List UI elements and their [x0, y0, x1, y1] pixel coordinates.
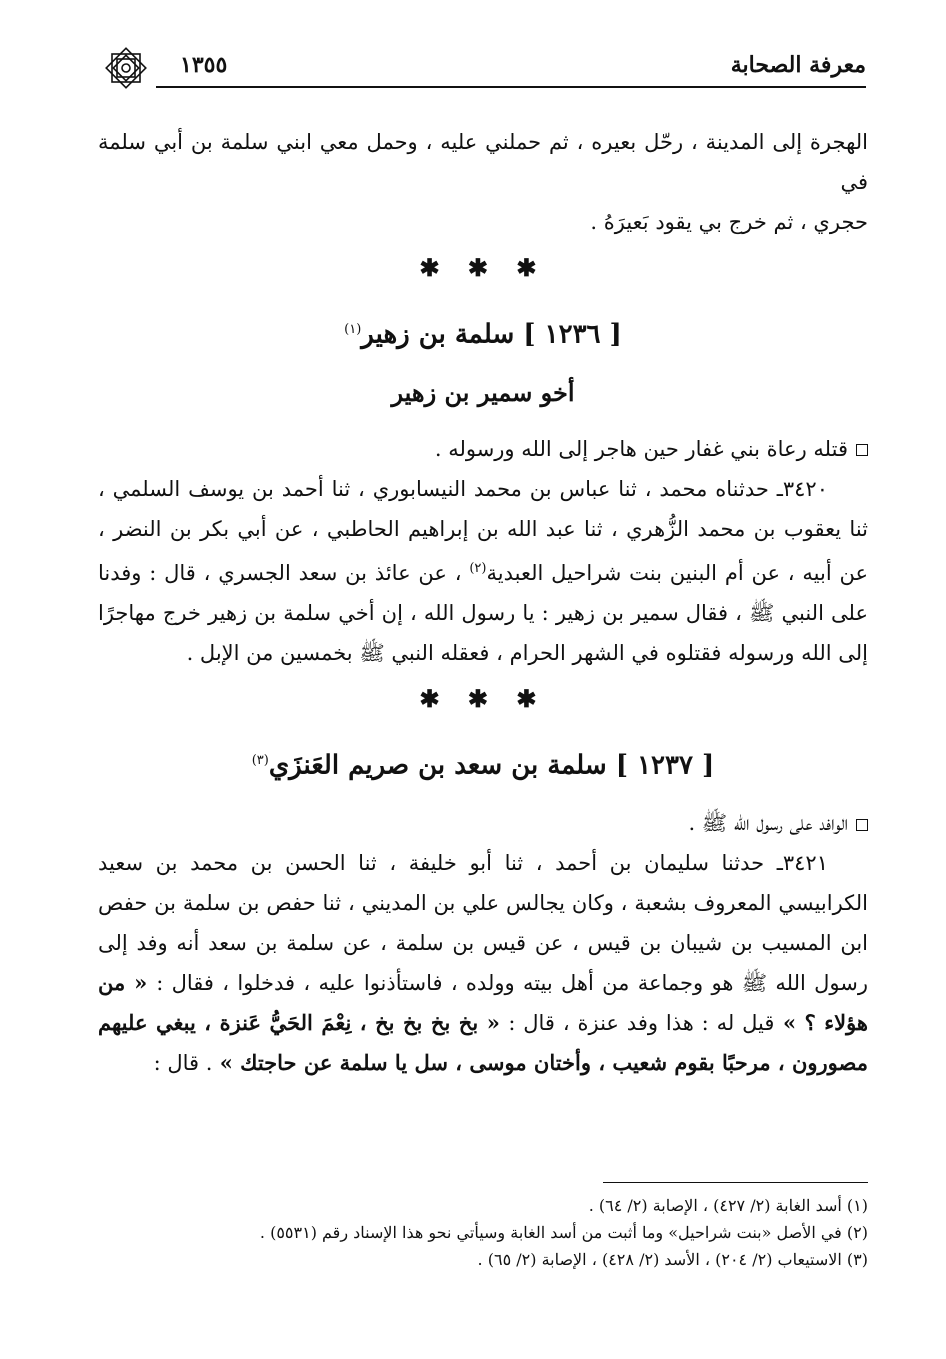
entry-heading-1236	[98, 310, 868, 355]
section-separator: ✱ ✱ ✱	[419, 253, 547, 282]
entry-note	[98, 803, 868, 843]
book-title: معرفة الصحابة	[730, 52, 866, 78]
footnote-1: (١) أسد الغابة (٢/ ٤٢٧) ، الإصابة (٢/ ٦٤) .	[588, 1196, 868, 1215]
entry-subheading: أخو سمير بن زهير	[391, 377, 575, 407]
hadith-text: ٣٤٢٠ـ حدثناه محمد ، ثنا عباس بن محمد النيسابوري ، ثنا أحمد بن يوسف السلمي ، ثنا يعقوب بن محمد الزُّهري ، ثنا عبد الله بن إبراهيم الحاطبي ، عن أبي بكر بن النضر ، عن أبيه ، عن أم البنين بنت شراحيل العبدية	[98, 476, 869, 585]
square-bullet-icon	[856, 819, 868, 831]
entry-heading-1237	[98, 741, 868, 786]
hadith-3421	[98, 843, 868, 1083]
footnote-ref: (٢)	[469, 560, 487, 576]
hadith-text: ٣٤٢١ـ حدثنا سليمان بن أحمد ، ثنا أبو خليفة ، ثنا الحسن بن محمد بن سعيد الكرابيسي المعروف بشعبة ، وكان يجالس علي بن المديني ، ثنا حفص بن سلمة بن حفص ابن المسيب بن شيبان بن قيس ، عن قيس بن سلمة ، عن سلمة بن سعد أنه وفد إلى رسول الله ﷺ هو وجماعة من أهل بيته وولده ، فاستأذنوا عليه ، فدخلوا ، فقال :	[98, 851, 868, 996]
footnote-3: (٣) الاستيعاب (٢/ ٢٠٤) ، الأسد (٢/ ٤٢٨) ، الإصابة (٢/ ٦٥) .	[477, 1250, 868, 1269]
main-text	[98, 122, 868, 1083]
hadith-quote: « من هؤلاء ؟ »	[98, 970, 868, 1036]
entry-note	[98, 429, 868, 469]
hadith-3420	[98, 469, 868, 673]
entry-note-text: الوافد على رسول الله ﷺ .	[688, 811, 848, 836]
header-rule	[156, 86, 866, 88]
hadith-text-cont: ، عن عائذ بن سعد الجسري ، قال : وفدنا على النبي ﷺ ، فقال سمير بن زهير : يا رسول الله ، إن أخي سلمة بن زهير خرج مهاجرًا إلى الله ورسوله فقتلوه في الشهر الحرام ، فعقله النبي ﷺ بخمسين من الإبل .	[98, 560, 868, 665]
page-header	[100, 50, 866, 90]
footnote-ref: (٣)	[251, 752, 269, 768]
hadith-quote: « بخ بخ بخ بخ ، نِعْمَ الحَيُّ عَنزة ، يبغي عليهم مصورون ، مرحبًا بقوم شعيب ، وأختان موسى ، سل يا سلمة عن حاجتك »	[98, 1010, 868, 1076]
footnotes	[98, 1180, 868, 1273]
page-number: ١٣٥٥	[180, 52, 228, 78]
square-bullet-icon	[856, 444, 868, 456]
opening-line-1: الهجرة إلى المدينة ، رحّل بعيره ، ثم حملني عليه ، وحمل معي ابني سلمة بن أبي سلمة في	[98, 130, 868, 194]
star-ornament-icon	[100, 42, 152, 94]
opening-line-2: حجري ، ثم خرج بي يقود بَعيرَهُ .	[590, 210, 868, 234]
footnote-2: (٢) في الأصل «بنت شراحيل» وما أثبت من أسد الغابة وسيأتي نحو هذا الإسناد رقم (٥٥٣١) .	[259, 1223, 868, 1242]
hadith-text-end: . قال :	[153, 1051, 213, 1076]
entry-note-text: قتله رعاة بني غفار حين هاجر إلى الله ورسوله .	[434, 436, 848, 461]
section-separator: ✱ ✱ ✱	[419, 683, 547, 713]
hadith-text-mid: قيل له : هذا وفد عنزة ، قال :	[508, 1011, 775, 1036]
entry-title: [ ١٢٣٦ ] سلمة بن زهير	[361, 319, 622, 350]
entry-title: [ ١٢٣٧ ] سلمة بن سعد بن صريم العَنزَي	[268, 750, 715, 781]
footnote-ref: (١)	[344, 322, 362, 337]
